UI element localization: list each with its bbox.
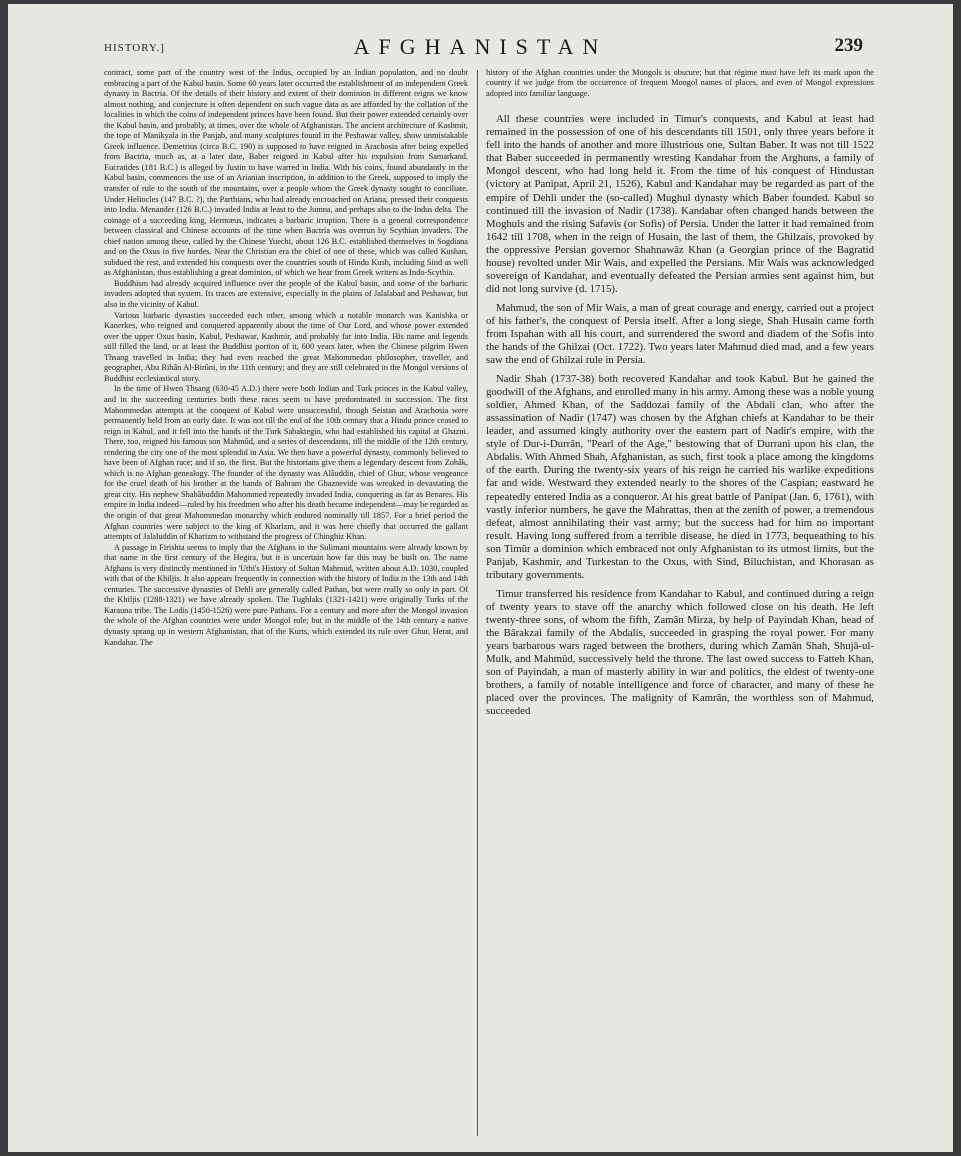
page-header (8, 34, 953, 62)
paragraph: All these countries were included in Timur's conquests, and Kabul at least had remained in the possession of one of his descendants till 1501, only three years before it fell into the hands of another and more illustrious one, Sultan Baber. It was not till 1522 that Baber succeeded in permanently wresting Kandahar from the Arghuns, a family of Mongol descent, who had long held it. From the time of his conquest of Hindustan (victory at Panipat, April 21, 1526), Kabul and Kandahar may be regarded as part of the empire of Dehli under the (so-called) Mughul dynasty which Baber founded. Kabul so continued till the invasion of Nadir (1738). Kandahar often changed hands between the Moghuls and the rising Safavis (or Sofis) of Persia. Under the latter it had remained from 1642 till 1708, when in the reign of Husain, the last of them, the Ghilzais, provoked by the oppressive Persian governor Shahnawâz Khan (a Georgian prince of the Bagratid house) revolted under Mir Wais, and expelled the Persians. Mir Wais was acknowledged sovereign of Kandahar, and eventually defeated the Persian armies sent against him, but did not long survive (d. 1715). (486, 113, 874, 295)
paragraph: history of the Afghan countries under the Mongols is obscure; but that régime must have left its mark upon the country if we judge from the occurrence of frequent Mongol names of places, and even of Mongol expressions adopted into familiar language. (486, 68, 874, 98)
right-column (486, 68, 874, 1136)
paragraph: A passage in Firishta seems to imply that the Afghans in the Sulimani mountains were already known by that name in the first century of the Hegira, but it is uncertain how far this may be built on. The name Afghans is very distinctly mentioned in 'Utbi's History of Sultan Mahmud, written about A.D. 1030, coupled with that of the Khiljis. It also appears frequently in connection with the history of India in the 13th and 14th centuries. The successive dynasties of Dehli are generally called Pathan, but were really so only in part. Of the Khiljis (1288-1321) we have already spoken. The Tughlaks (1321-1421) were originally Turks of the Karauna tribe. The Lodis (1450-1526) were pure Pathans. For a century and more after the Mongol invasion the whole of the Afghan countries were under Mongol rule; but in the middle of the 14th century a native dynasty sprang up in western Afghanistan, that of the Kurts, which extended its rule over Ghur, Herat, and Kandahar. The (104, 542, 468, 647)
paragraph: In the time of Hwen Thsang (630-45 A.D.) there were both Indian and Turk princes in the Kabul valley, and in the succeeding centuries both these races seem to have predominated in succession. The first Mahommedan attempts at the conquest of Kabul were unsuccessful, though Seistan and Arachosia were permanently held from an early date. It was not till the end of the 10th century that a Hindu prince ceased to reign in Kabul, and it fell into the hands of the Turk Sabaktegin, who had established his capital at Ghazni. There, too, reigned his famous son Mahmûd, and a series of descendants, till the middle of the 12th century, rendering the city one of the most splendid in Asia. We then have a powerful dynasty, commonly believed to have been of Afghan race; and if so, the first. But the historians give them a legendary descent from Zohâk, which is no Afghan genealogy. The founder of the dynasty was Alâuddin, chief of Ghur, whose vengeance for the cruel death of his brother at the hands of Bahram the Ghaznevide was wreaked in devastating the great city. His nephew Shahâbuddin Mahommed repeatedly invaded India, conquering as far as Benares. His empire in India indeed—ruled by his freedmen who after his death became independent—may be regarded as the origin of that great Mahommedan monarchy which endured nominally till 1857. For a brief period the Afghan countries were subject to the king of Kharizm, and it was here chiefly that occurred the gallant attempts of Jalaluddin of Kharizm to withstand the progress of Chinghiz Khan. (104, 384, 468, 542)
paragraph: Timur transferred his residence from Kandahar to Kabul, and continued during a reign of twenty years to stave off the anarchy which followed close on his death. He left twenty-three sons, of whom the fifth, Zamân Mirza, by help of Payindah Khan, head of the Bârakzai family of the Abdalis, succeeded in grasping the royal power. For many years barbarous wars raged between the brothers, during which Zamân Shah, Shujâ-ul-Mulk, and Mahmûd, successively held the throne. The last owed success to Fatteh Khan, son of Payindah, a man of masterly ability in war and politics, the eldest of twenty-one brothers, a family of notable intelligence and force of character, and many of these he placed over the provinces. The malignity of Kamrân, the worthless son of Mahmud, succeeded (486, 587, 874, 718)
paragraph: Various barbaric dynasties succeeded each other, among which a notable monarch was Kanishka or Kanerkes, who reigned and conquered apparently about the time of Our Lord, and whose power extended over the upper Oxus basin, Kabul, Peshawar, Kashmir, and probably far into India. His name and legends still filled the land, or at least the Buddhist portion of it, 600 years later, when the Chinese pilgrim Hwen Thsang travelled in India; they had even reached the great Mahommedan philosopher, traveller, and geographer, Abu Rihân Al-Birûni, in the 11th century; and they are still celebrated in the Mongol versions of Buddhist ecclesiastical story. (104, 310, 468, 383)
paragraph: contract, some part of the country west of the Indus, occupied by an Indian population, and no doubt embracing a part of the Kabul basin. Some 60 years later occurred the establishment of an independent Greek dynasty in Bactria. Of the details of their history and extent of their dominion in different reigns we know almost nothing, and conjecture is often dependent on such vague data as are afforded by the collation of the localities in which the coins of independent princes have been found. But their power extended certainly over the Kabul basin, and probably, at times, over the whole of Afghanistan. The ancient architecture of Kashmir, the tope of Manikyala in the Panjab, and many sculptures found in the Peshawar valley, show unmistakable Greek influence. Demetrius (circa B.C. 190) is supposed to have reigned in Arachosia after being expelled from Bactria, much as, at a later date, Baber reigned in Kabul after his expulsion from Samarkand. Eucratides (181 B.C.) is alleged by Justin to have warred in India. With his coins, found abundantly in the Kabul basin, commences the use of an Arianian inscription, in addition to the Greek, supposed to imply the transfer of rule to the south of the mountains, over a people whom the Greek dynasty sought to conciliate. Under Heliocles (147 B.C. ?), the Parthians, who had already encroached on Ariana, pressed their conquests into India. Menander (126 B.C.) invaded India at least to the Jumna, and perhaps also to the Indus delta. The coinage of a succeeding king, Hermæus, indicates a barbaric irruption. There is a general correspondence between classical and Chinese accounts of the time when Bactria was overrun by Scythian invaders. The chief nation among these, called by the Chinese Yuechi, about 126 B.C. established themselves in Sogdiana and on the Oxus in five hordes. Near the Christian era the chief of one of these, which was called Kushan, subdued the rest, and extended his conquests over the countries south of Hindu Kush, including Sind as well as Afghanistan, thus establishing a great dominion, of which we hear from Greek writers as Indo-Scythia. (104, 68, 468, 278)
section-label: HISTORY.] (104, 42, 165, 54)
paragraph: Buddhism had already acquired influence over the people of the Kabul basin, and some of the barbaric invaders adopted that system. Its traces are extensive, especially in the plains of Jalalabad and Peshawar, but also in the vicinity of Kabul. (104, 278, 468, 310)
column-divider (477, 70, 478, 1136)
page-title: AFGHANISTAN (353, 34, 608, 59)
paragraph: Mahmud, the son of Mir Wais, a man of great courage and energy, carried out a project of his father's, the conquest of Persia itself. After a long siege, Shah Husain came forth from Ispahan with all his court, and surrendered the sword and diadem of the Sofis into the hands of the Ghilzai (Oct. 1722). Two years later Mahmud died mad, and a few years saw the end of Ghilzai rule in Persia. (486, 301, 874, 367)
left-column (104, 68, 468, 1136)
page-number: 239 (834, 35, 863, 56)
paragraph: Nadir Shah (1737-38) both recovered Kandahar and took Kabul. But he gained the goodwill of the Afghans, and enrolled many in his army. Among these was a noble young soldier, Ahmed Khan, of the Saddozai family of the Abdali clan, who after the assassination of Nadir (1747) was chosen by the Afghan chiefs at Kandahar to be their leader, and assumed kingly authority over the eastern part of Nadir's empire, with the style of Dur-i-Durrân, "Pearl of the Age," bestowing that of Durrani upon his clan, the Abdalis. With Ahmed Shah, Afghanistan, as such, first took a place among the kingdoms of the earth. During the twenty-six years of his reign he carried his warlike expeditions far and wide. Westward they extended nearly to the shores of the Caspian; eastward he repeatedly entered India as a conqueror. At his great battle of Panipat (Jan. 6, 1761), with vastly inferior numbers, he gave the Mahrattas, then at the zenith of power, a tremendous defeat, almost annihilating their vast army; but the success had for him no important result. Having long suffered from a terrible disease, he died in 1773, bequeathing to his son Timûr a dominion which embraced not only Afghanistan to its utmost limits, but the Panjab, Kashmir, and Turkestan to the Oxus, with Sind, Biluchistan, and Khorasan as tributary governments. (486, 373, 874, 581)
document-page (8, 4, 953, 1152)
